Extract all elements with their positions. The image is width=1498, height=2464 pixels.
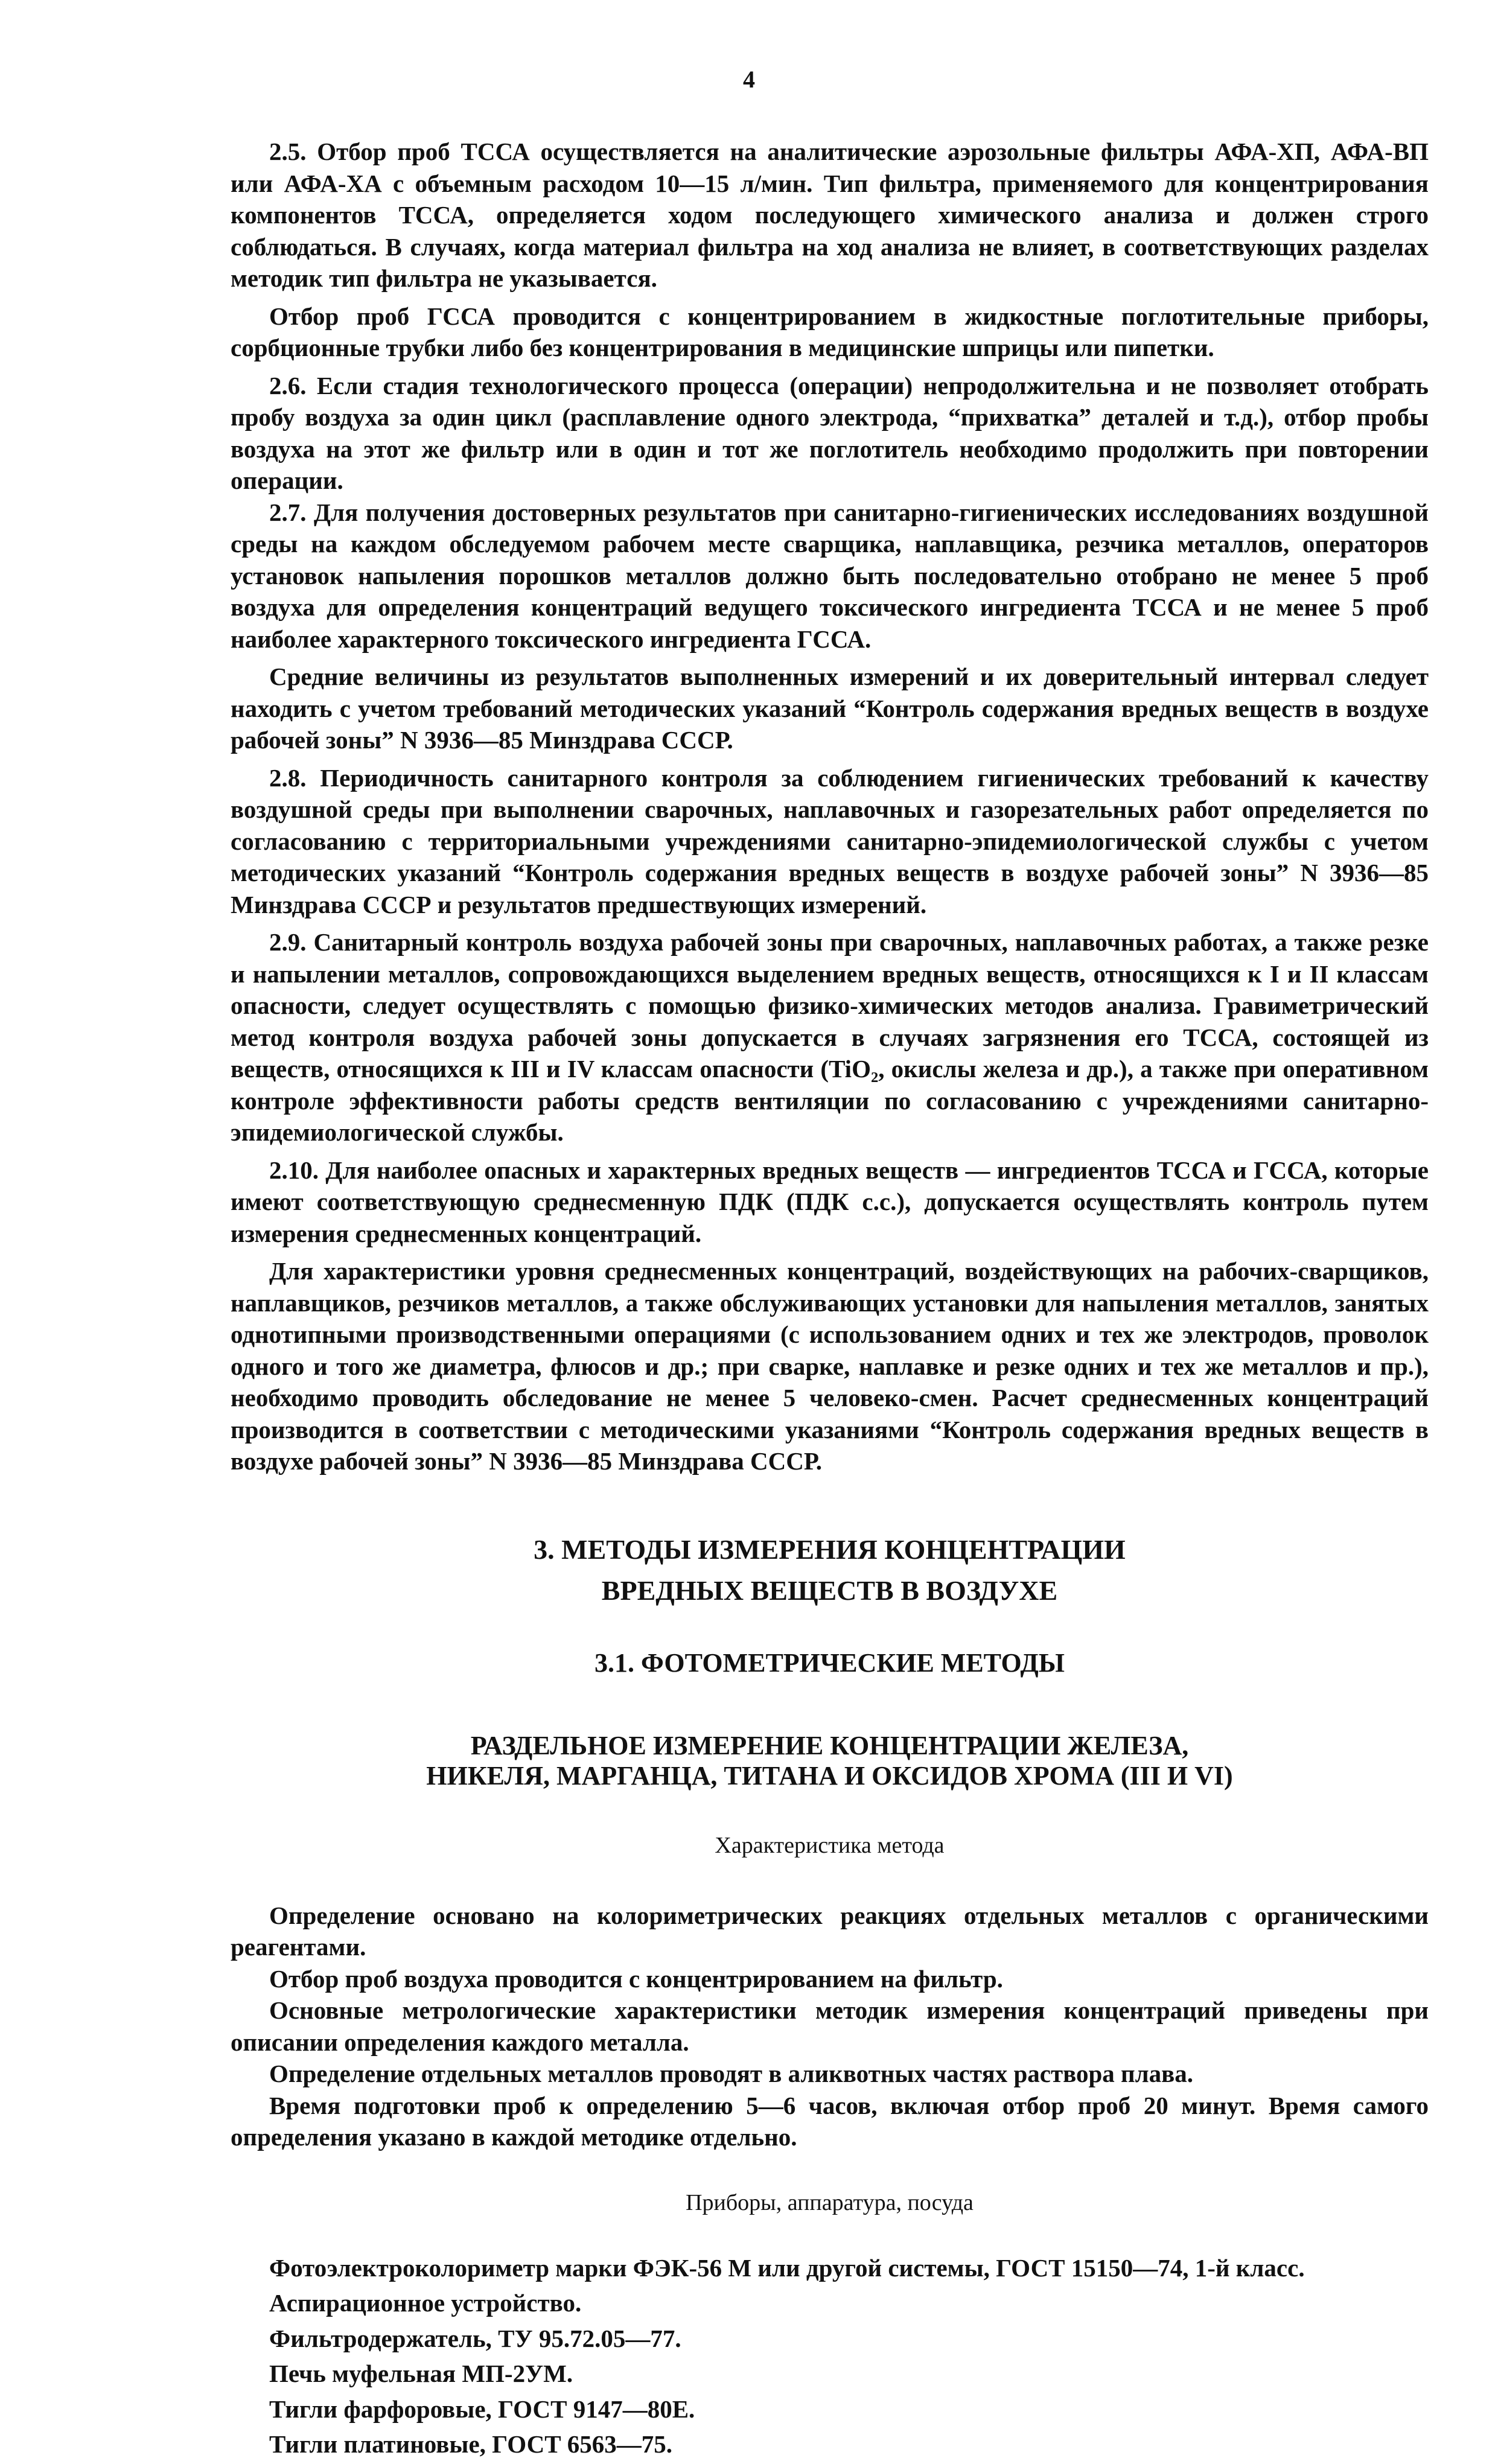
- method-caption: Характеристика метода: [715, 1832, 945, 1858]
- paragraph-2-5: 2.5. Отбор проб ТССА осуществляется на аналитические аэрозольные фильтры АФА-ХП, АФА-ВП или АФА-ХА с объемным расходом 10—15 л/мин. Тип фильтра, применяемого для концентрирования компонентов ТССА, определяется ходом последующего химического анализа и должен строго соблюдаться. В случаях, когда материал фильтра на ход анализа не влияет, в соответствующих разделах методик тип фильтра не указывается.: [231, 138, 1429, 292]
- page-body: [231, 136, 1429, 2464]
- method-heading-line-1: РАЗДЕЛЬНОЕ ИЗМЕРЕНИЕ КОНЦЕНТРАЦИИ ЖЕЛЕЗА,: [470, 1730, 1189, 1760]
- paragraph-gssa-sampling: Отбор проб ГССА проводится с концентрированием в жидкостные поглотительные приборы, сорбционные трубки либо без концентрирования в медицинские шприцы или пипетки.: [231, 302, 1429, 361]
- method-paragraph: Определение отдельных металлов проводят в аликвотных частях раствора плава.: [269, 2060, 1194, 2087]
- equipment-item: Аспирационное устройство.: [269, 2289, 582, 2317]
- method-paragraph: Определение основано на колориметрических реакциях отдельных металлов с органическими реагентами.: [231, 1901, 1429, 1961]
- equipment-item: Тигли платиновые, ГОСТ 6563—75.: [269, 2430, 673, 2458]
- paragraph-2-8: 2.8. Периодичность санитарного контроля за соблюдением гигиенических требований к качеству воздушной среды при выполнении сварочных, наплавочных и газорезательных работ определяется по согласованию с территориальными учреждениями санитарно-эпидемиологической службы с учетом методических указаний “Контроль содержания вредных веществ в воздухе рабочей зоны” N 3936—85 Минздрава СССР и результатов предшествующих измерений.: [231, 763, 1429, 918]
- method-heading: [231, 1731, 1429, 1791]
- method-paragraph: Отбор проб воздуха проводится с концентрированием на фильтр.: [269, 1964, 1003, 1993]
- equipment-item: Печь муфельная МП-2УМ.: [269, 2360, 573, 2387]
- section-heading-line-2: ВРЕДНЫХ ВЕЩЕСТВ В ВОЗДУХЕ: [601, 1574, 1058, 1606]
- page-number: 4: [743, 66, 755, 93]
- equipment-item: Фотоэлектроколориметр марки ФЭК-56 М или другой системы, ГОСТ 15150—74, 1-й класс.: [269, 2253, 1305, 2282]
- section-heading: [231, 1529, 1429, 1611]
- paragraph-average-values: Средние величины из результатов выполненных измерений и их доверительный интервал следует находить с учетом требований методических указаний “Контроль содержания вредных веществ в воздухе рабочей зоны” N 3936—85 Минздрава СССР.: [231, 663, 1429, 754]
- paragraph-2-9: 2.9. Санитарный контроль воздуха рабочей зоны при сварочных, наплавочных работах, а также резке и напылении металлов, сопровождающихся выделением вредных веществ, относящихся к I и II классам опасности, следует осуществлять с помощью физико-химических методов анализа. Гравиметрический метод контроля воздуха рабочей зоны допускается в случаях загрязнения его ТССА, состоящей из веществ, относящихся к III и IV классам опасности (TiO₂, окислы железа и др.), а также при оперативном контроле эффективности работы средств вентиляции по согласованию с учреждениями санитарно-эпидемиологической службы.: [231, 928, 1429, 1146]
- method-heading-line-2: НИКЕЛЯ, МАРГАНЦА, ТИТАНА И ОКСИДОВ ХРОМА (III И VI): [426, 1760, 1233, 1791]
- paragraph-2-6: 2.6. Если стадия технологического процесса (операции) непродолжительна и не позволяет отобрать пробу воздуха за один цикл (расплавление одного электрода, “прихватка” деталей и т.д.), отбор пробы воздуха на этот же фильтр или в один и тот же поглотитель необходимо продолжить при повторении операции.: [231, 371, 1429, 494]
- equipment-item: Фильтродержатель, ТУ 95.72.05—77.: [269, 2324, 681, 2352]
- subsection-heading: 3.1. ФОТОМЕТРИЧЕСКИЕ МЕТОДЫ: [594, 1647, 1065, 1678]
- equipment-caption: Приборы, аппаратура, посуда: [686, 2189, 974, 2215]
- equipment-item: Тигли фарфоровые, ГОСТ 9147—80Е.: [269, 2395, 695, 2423]
- equipment-list: [231, 2252, 1429, 2460]
- paragraph-2-7: 2.7. Для получения достоверных результатов при санитарно-гигиенических исследованиях воздушной среды на каждом обследуемом рабочем месте сварщика, наплавщика, резчика металлов, операторов установок напыления порошков металлов должно быть последовательно отобрано не менее 5 проб воздуха для определения концентраций ведущего токсического ингредиента ТССА и не менее 5 проб наиболее характерного токсического ингредиента ГССА.: [231, 498, 1429, 653]
- section-heading-line-1: 3. МЕТОДЫ ИЗМЕРЕНИЯ КОНЦЕНТРАЦИИ: [534, 1533, 1126, 1565]
- method-paragraph: Время подготовки проб к определению 5—6 часов, включая отбор проб 20 минут. Время самого определения указано в каждой методике отдельно.: [231, 2091, 1429, 2151]
- paragraph-2-10: 2.10. Для наиболее опасных и характерных вредных веществ — ингредиентов ТССА и ГССА, которые имеют соответствующую среднесменную ПДК (ПДК с.с.), допускается осуществлять контроль путем измерения среднесменных концентраций.: [231, 1156, 1429, 1247]
- paragraph-shift-average: Для характеристики уровня среднесменных концентраций, воздействующих на рабочих-сварщиков, наплавщиков, резчиков металлов, а также обслуживающих установки для напыления металлов, занятых однотипными производственными операциями (с использованием одних и тех же электродов, проволок одного и того же диаметра, флюсов и др.; при сварке, наплавке и резке одних и тех же металлов и пр.), необходимо проводить обследование не менее 5 человеко-смен. Расчет среднесменных концентраций производится в соответствии с методическими указаниями “Контроль содержания вредных веществ в воздухе рабочей зоны” N 3936—85 Минздрава СССР.: [231, 1257, 1429, 1475]
- method-paragraph: Основные метрологические характеристики методик измерения концентраций приведены при описании определения каждого металла.: [231, 1996, 1429, 2056]
